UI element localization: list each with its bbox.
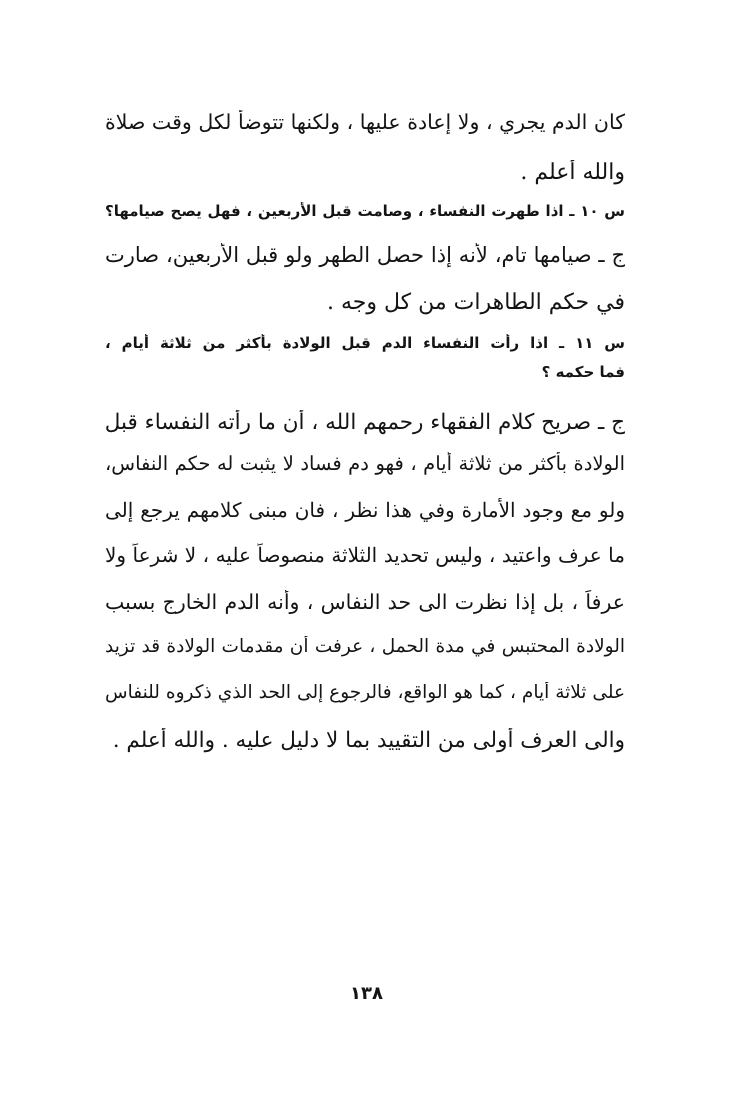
question-10: س ١٠ ـ اذا طهرت النفساء ، وصامت قبل الأربعين ، فهل يصح صيامها؟ xyxy=(105,202,625,220)
answer-11-line: والى العرف أولى من التقييد بما لا دليل عليه . والله أعلم . xyxy=(112,728,625,753)
answer-11-line: الولادة بأكثر من ثلاثة أيام ، فهو دم فساد لا يثبت له حكم النفاس، xyxy=(105,452,625,475)
question-11-line: س ١١ ـ اذا رأت النفساء الدم قبل الولادة بأكثر من ثلاثة أيام ، xyxy=(105,334,625,352)
page-number: ١٣٨ xyxy=(350,983,383,1004)
answer-11-line: الولادة المحتبس في مدة الحمل ، عرفت أن مقدمات الولادة قد تزيد xyxy=(105,636,625,657)
text-line: كان الدم يجري ، ولا إعادة عليها ، ولكنها تتوضأ لكل وقت صلاة xyxy=(105,110,625,134)
answer-11-line: عرفاً ، بل إذا نظرت الى حد النفاس ، وأنه الدم الخارج بسبب xyxy=(105,590,625,614)
answer-11-line: ج ـ صريح كلام الفقهاء رحمهم الله ، أن ما رأته النفساء قبل xyxy=(105,410,625,435)
question-11-line: فما حكمه ؟ xyxy=(541,363,625,381)
answer-11-line: ولو مع وجود الأمارة وفي هذا نظر ، فان مبنى كلامهم يرجع إلى xyxy=(105,498,625,522)
answer-10-line: ج ـ صيامها تام، لأنه إذا حصل الطهر ولو قبل الأربعين، صارت xyxy=(105,243,625,267)
answer-11-line: على ثلاثة أيام ، كما هو الواقع، فالرجوع إلى الحد الذي ذكروه للنفاس xyxy=(105,682,625,703)
answer-10-line: في حكم الطاهرات من كل وجه . xyxy=(326,290,625,315)
text-line: والله أعلم . xyxy=(520,160,625,185)
answer-11-line: ما عرف واعتيد ، وليس تحديد الثلاثة منصوصاً عليه ، لا شرعاً ولا xyxy=(105,543,625,567)
